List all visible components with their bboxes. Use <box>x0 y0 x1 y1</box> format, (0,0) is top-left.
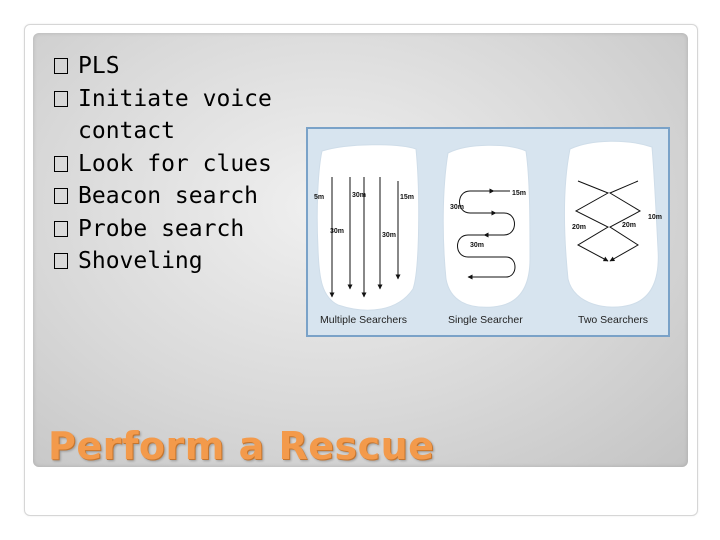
distance-label: 10m <box>648 214 663 221</box>
bullet-text: Probe search <box>78 215 245 242</box>
distance-label: 30m <box>330 228 345 235</box>
distance-label: 30m <box>450 204 465 211</box>
bullet-item <box>54 213 304 246</box>
search-patterns-diagram <box>306 127 670 337</box>
bullet-item <box>54 180 304 213</box>
bullet-box-icon <box>54 253 68 269</box>
distance-label: 30m <box>382 232 397 239</box>
distance-label: 30m <box>470 242 485 249</box>
bullet-item <box>54 148 304 181</box>
bullet-text: Beacon search <box>78 183 259 209</box>
search-patterns-svg <box>308 129 668 335</box>
slope-shape-single <box>443 145 530 307</box>
bullet-item <box>54 83 304 148</box>
distance-label: 15m <box>512 190 527 197</box>
bullet-text: PLS <box>78 53 120 79</box>
slide-title: Perform a Rescue <box>48 424 435 468</box>
bullet-text: Look for clues <box>78 150 272 177</box>
bullet-text: Initiate voice contact <box>78 85 272 144</box>
bullet-box-icon <box>54 156 68 172</box>
distance-label: 5m <box>314 194 325 201</box>
caption-single-searcher: Single Searcher <box>448 314 523 326</box>
bullet-box-icon <box>54 91 68 107</box>
bullet-list <box>54 50 304 278</box>
bullet-text: Shoveling <box>78 248 203 274</box>
distance-label: 30m <box>352 192 367 199</box>
bullet-item <box>54 50 304 83</box>
bullet-box-icon <box>54 188 68 204</box>
caption-two-searchers: Two Searchers <box>578 314 649 326</box>
distance-label: 20m <box>572 224 587 231</box>
distance-label: 20m <box>622 222 637 229</box>
bullet-box-icon <box>54 58 68 74</box>
caption-multiple-searchers: Multiple Searchers <box>320 314 407 326</box>
bullet-item <box>54 245 304 278</box>
bullet-box-icon <box>54 221 68 237</box>
distance-label: 15m <box>400 194 415 201</box>
